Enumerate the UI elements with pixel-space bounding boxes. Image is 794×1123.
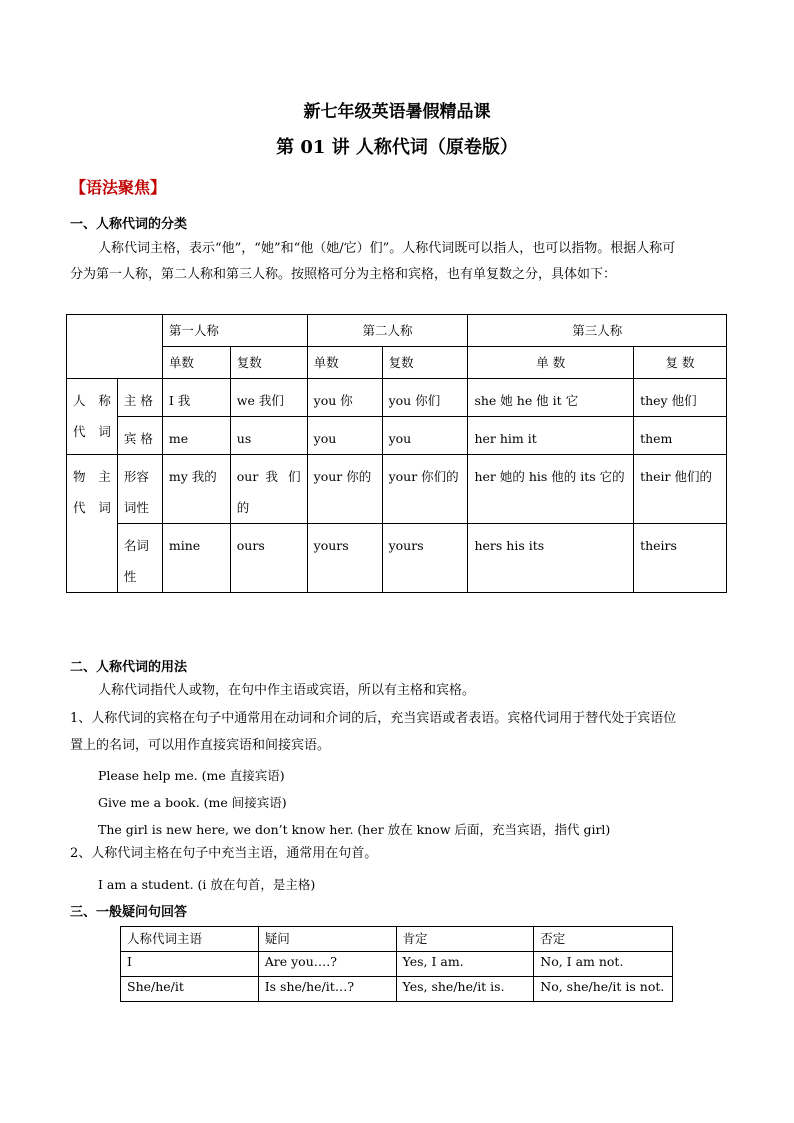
section1-heading: 一、人称代词的分类 <box>70 217 188 232</box>
table-cell: them <box>634 417 727 455</box>
table-cell: my 我的 <box>162 455 230 524</box>
grammar-focus-label: 【语法聚焦】 <box>70 178 167 197</box>
table-cell: mine <box>162 524 230 593</box>
lesson-title: 第 01 讲 人称代词（原卷版） <box>276 137 518 158</box>
table-cell: us <box>230 417 307 455</box>
case-adjectival: 形容 词性 <box>117 455 162 524</box>
table-cell: you 你 <box>307 379 382 417</box>
table-row <box>121 952 673 977</box>
table-cell: we 我们 <box>230 379 307 417</box>
table-cell: hers his its <box>468 524 634 593</box>
column-header: 肯定 <box>396 927 534 952</box>
header-second-person: 第二人称 <box>307 315 468 347</box>
table-cell: No, she/he/it is not. <box>534 977 673 1002</box>
table-cell: Are you….? <box>258 952 396 977</box>
header-number: 复数 <box>230 347 307 379</box>
column-header: 否定 <box>534 927 673 952</box>
table-cell: our 我 们 的 <box>230 455 307 524</box>
point1-line1: 1、人称代词的宾格在句子中通常用在动词和介词的后，充当宾语或者表语。宾格代词用于替代处于宾语位 <box>70 711 677 726</box>
example-sentence: I am a student. (i 放在句首，是主格) <box>98 877 316 892</box>
table-row <box>121 977 673 1002</box>
section1-paragraph-line1: 人称代词主格，表示“他”，“她”和“他（她/它）们”。人称代词既可以指人，也可以指物。根据人称可 <box>98 241 676 256</box>
table-cell: she 她 he 他 it 它 <box>468 379 634 417</box>
case-nominal: 名词 性 <box>117 524 162 593</box>
table-header-row <box>121 927 673 952</box>
example-sentence: Please help me. (me 直接宾语) <box>98 768 285 783</box>
table-cell: me <box>162 417 230 455</box>
table-row <box>67 455 727 524</box>
table-cell: She/he/it <box>121 977 259 1002</box>
table-cell: I 我 <box>162 379 230 417</box>
table-cell: Yes, I am. <box>396 952 534 977</box>
table-cell: you <box>382 417 468 455</box>
table-cell: your 你们的 <box>382 455 468 524</box>
header-number: 复数 <box>382 347 468 379</box>
header-number: 单 数 <box>468 347 634 379</box>
table-cell: yours <box>382 524 468 593</box>
section2-heading: 二、人称代词的用法 <box>70 660 188 675</box>
table-cell: Yes, she/he/it is. <box>396 977 534 1002</box>
table-cell: I <box>121 952 259 977</box>
column-header: 疑问 <box>258 927 396 952</box>
table-cell: yours <box>307 524 382 593</box>
column-header: 人称代词主语 <box>121 927 259 952</box>
table-cell: her him it <box>468 417 634 455</box>
table-cell: No, I am not. <box>534 952 673 977</box>
table-row <box>67 315 727 347</box>
group-personal-pronoun: 人 称 代词 <box>67 379 118 455</box>
header-number: 复 数 <box>634 347 727 379</box>
table-cell: ours <box>230 524 307 593</box>
header-number: 单数 <box>162 347 230 379</box>
table-cell: their 他们的 <box>634 455 727 524</box>
table-cell: theirs <box>634 524 727 593</box>
document-title: 新七年级英语暑假精品课 <box>303 102 491 122</box>
case-subject: 主 格 <box>117 379 162 417</box>
example-sentence: Give me a book. (me 间接宾语) <box>98 795 287 810</box>
table-cell: you 你们 <box>382 379 468 417</box>
table-row <box>67 417 727 455</box>
table-cell: you <box>307 417 382 455</box>
section2-intro: 人称代词指代人或物，在句中作主语或宾语，所以有主格和宾格。 <box>98 683 476 698</box>
section1-paragraph-line2: 分为第一人称，第二人称和第三人称。按照格可分为主格和宾格，也有单复数之分，具体如下： <box>70 267 617 282</box>
section3-heading: 三、一般疑问句回答 <box>70 905 188 920</box>
point1-line2: 置上的名词，可以用作直接宾语和间接宾语。 <box>70 738 331 753</box>
yes-no-question-table <box>120 926 673 1002</box>
table-row <box>67 379 727 417</box>
case-object: 宾 格 <box>117 417 162 455</box>
group-possessive-pronoun: 物 主 代词 <box>67 455 118 593</box>
table-corner-cell <box>67 315 163 379</box>
point2-text: 2、人称代词主格在句子中充当主语，通常用在句首。 <box>70 846 378 861</box>
example-sentence: The girl is new here, we don’t know her. (her 放在 know 后面，充当宾语，指代 girl) <box>98 822 611 837</box>
table-row <box>67 524 727 593</box>
table-cell: your 你的 <box>307 455 382 524</box>
table-cell: they 他们 <box>634 379 727 417</box>
table-cell: her 她的 his 他的 its 它的 <box>468 455 634 524</box>
personal-pronoun-table <box>66 314 727 593</box>
header-first-person: 第一人称 <box>162 315 307 347</box>
header-number: 单数 <box>307 347 382 379</box>
table-cell: Is she/he/it…? <box>258 977 396 1002</box>
header-third-person: 第三人称 <box>468 315 727 347</box>
table-row <box>67 347 727 379</box>
